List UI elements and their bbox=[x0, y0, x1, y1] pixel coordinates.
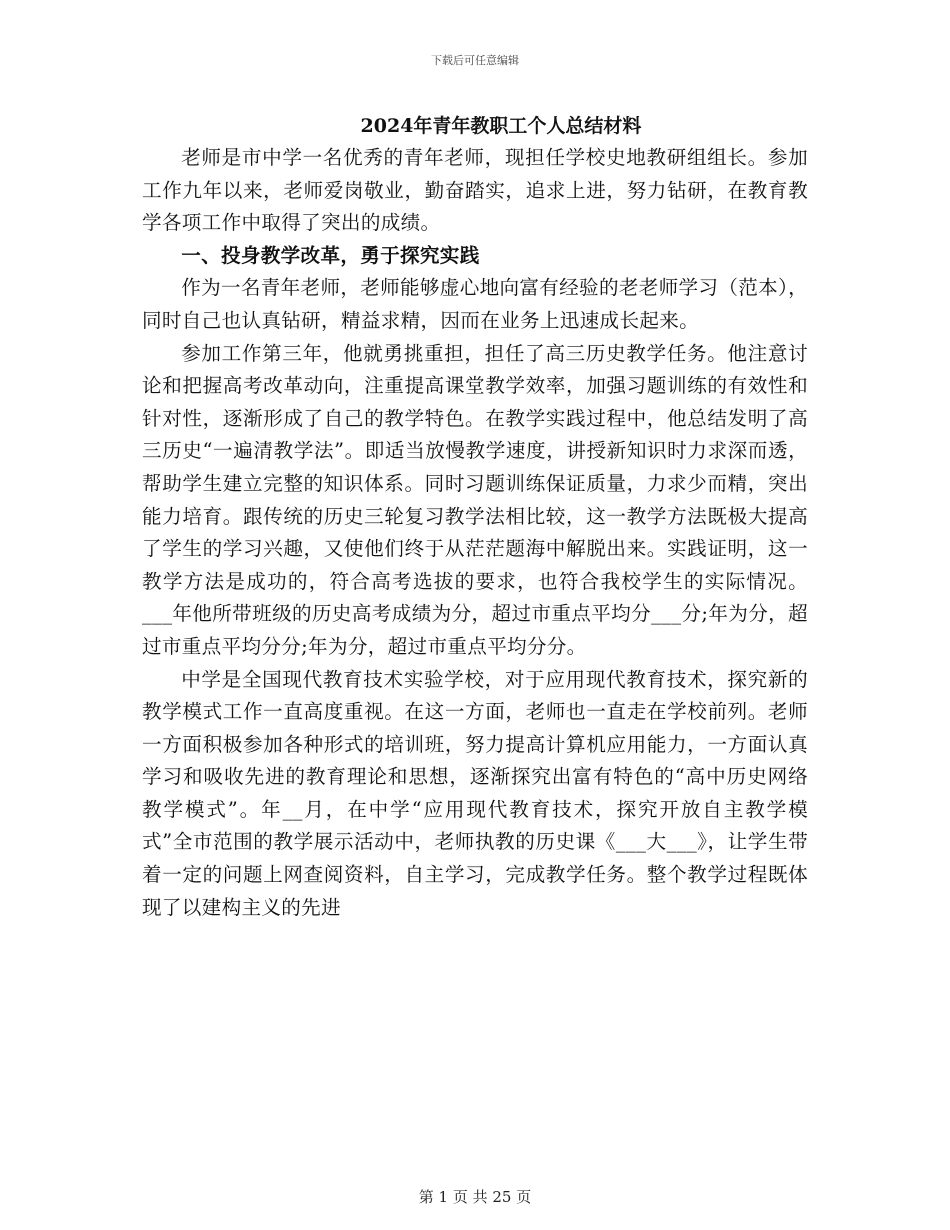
paragraph-intro: 老师是市中学一名优秀的青年老师，现担任学校史地教研组组长。参加工作九年以来，老师爱岗敬业，勤奋踏实，追求上进，努力钻研，在教育教学各项工作中取得了突出的成绩。 bbox=[142, 146, 808, 235]
paragraph-learning: 作为一名青年老师，老师能够虚心地向富有经验的老老师学习（范本），同时自己也认真钻研，精益求精，因而在业务上迅速成长起来。 bbox=[142, 276, 808, 332]
paragraph-teaching-method: 参加工作第三年，他就勇挑重担，担任了高三历史教学任务。他注意讨论和把握高考改革动向，注重提高课堂教学效率，加强习题训练的有效性和针对性，逐渐形成了自己的教学特色。在教学实践过程中，他总结发明了高三历史“一遍清教学法”。即适当放慢教学速度，讲授新知识时力求深而透，帮助学生建立完整的知识体系。同时习题训练保证质量，力求少而精，突出能力培育。跟传统的历史三轮复习教学法相比较，这一教学方法既极大提高了学生的学习兴趣，又使他们终于从茫茫题海中解脱出来。实践证明，这一教学方法是成功的，符合高考选拔的要求，也符合我校学生的实际情况。___年他所带班级的历史高考成绩为分，超过市重点平均分___分;年为分，超过市重点平均分分;年为分，超过市重点平均分分。 bbox=[142, 341, 808, 658]
document-body bbox=[142, 110, 808, 924]
page-header-note: 下载后可任意编辑 bbox=[431, 54, 519, 67]
document-title: 2024年青年教职工个人总结材料 bbox=[360, 115, 642, 137]
paragraph-modern-tech: 中学是全国现代教育技术实验学校，对于应用现代教育技术，探究新的教学模式工作一直高度重视。在这一方面，老师也一直走在学校前列。老师一方面积极参加各种形式的培训班，努力提高计算机应用能力，一方面认真学习和吸收先进的教育理论和思想，逐渐探究出富有特色的“高中历史网络教学模式”。年__月，在中学“应用现代教育技术，探究开放自主教学模式”全市范围的教学展示活动中，老师执教的历史课《___大___》，让学生带着一定的问题上网查阅资料，自主学习，完成教学任务。整个教学过程既体现了以建构主义的先进 bbox=[142, 667, 808, 919]
section-heading: 一、投身教学改革，勇于探究实践 bbox=[181, 243, 480, 267]
page-number: 第 1 页 共 25 页 bbox=[418, 1188, 532, 1206]
